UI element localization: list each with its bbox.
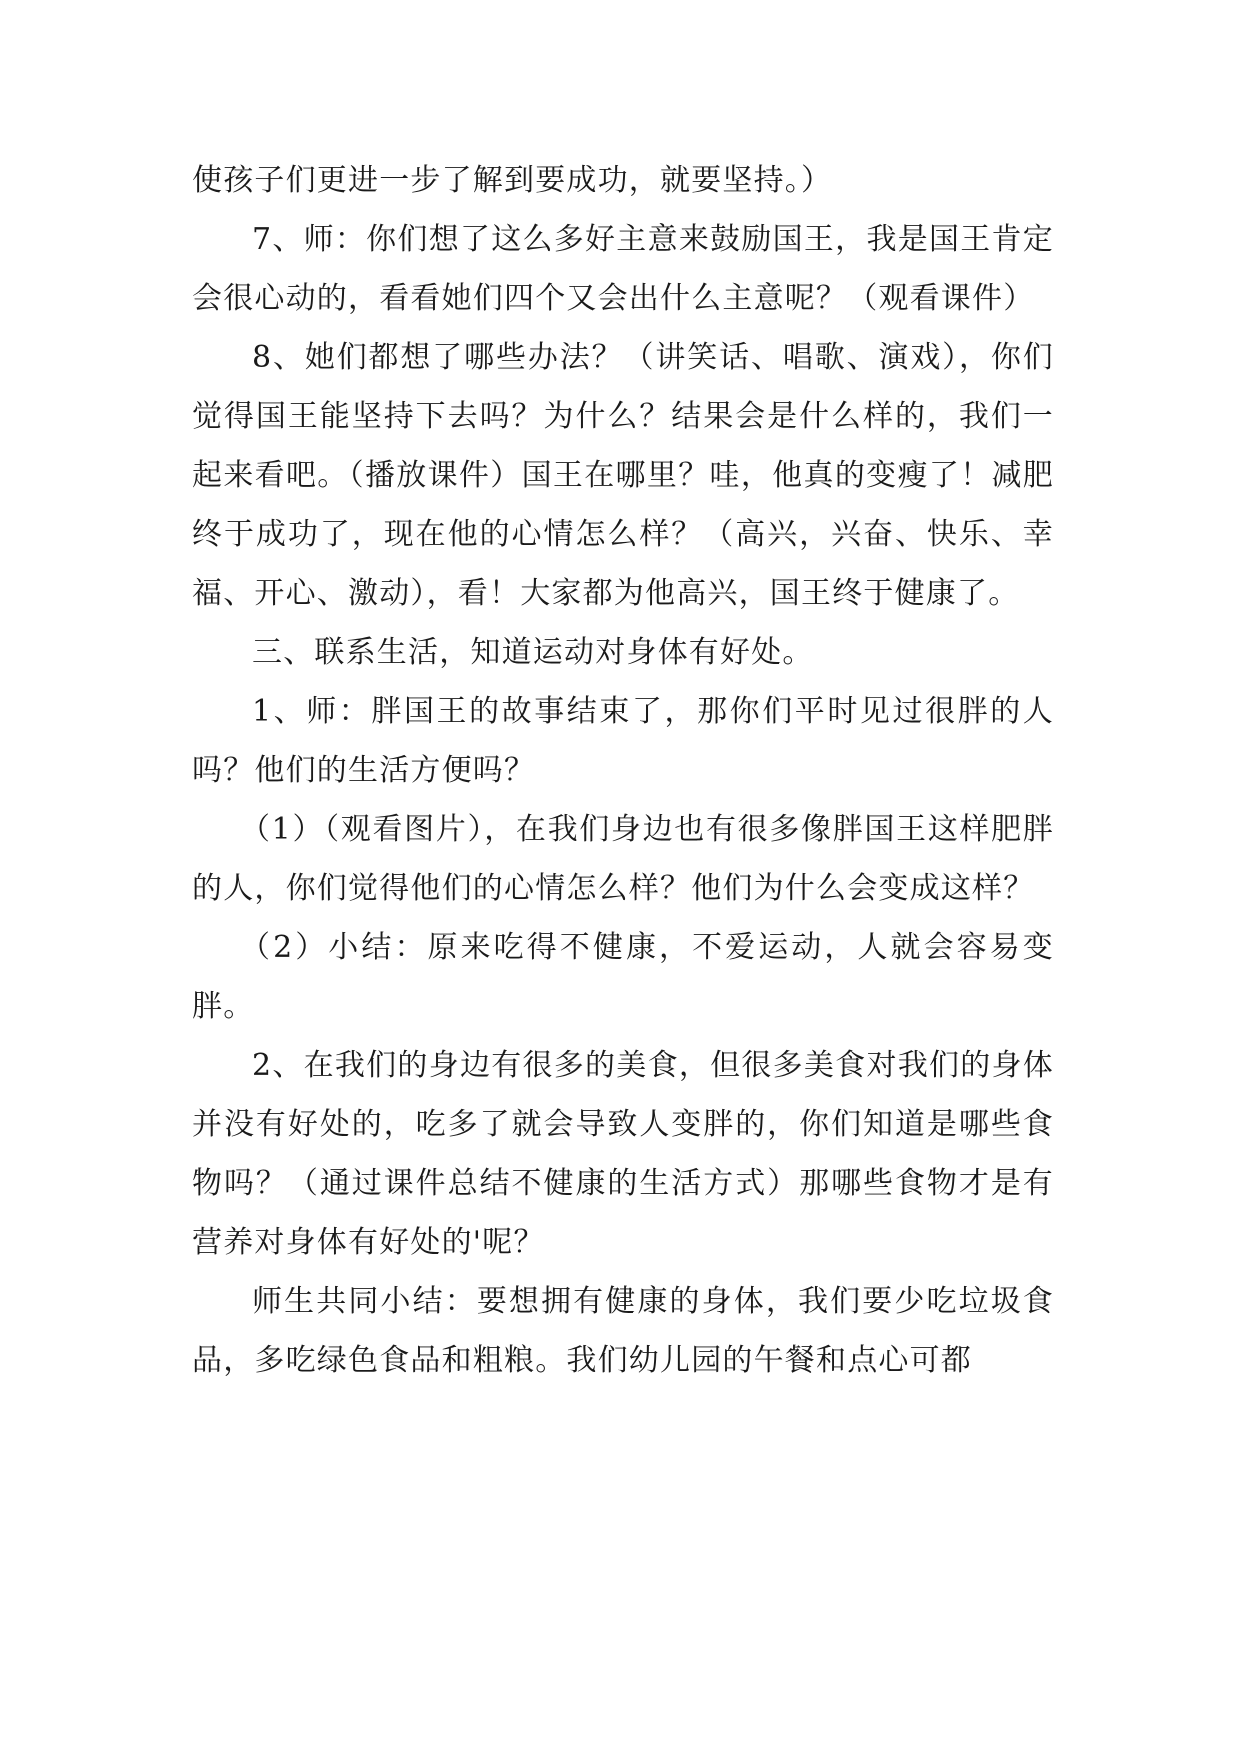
paragraph-substep-1: （1）（观看图片），在我们身边也有很多像胖国王这样肥胖的人，你们觉得他们的心情怎么样？他们为什么会变成这样？: [192, 812, 1054, 906]
paragraph-step-8: 8、她们都想了哪些办法？（讲笑话、唱歌、演戏），你们觉得国王能坚持下去吗？为什么？结果会是什么样的，我们一起来看吧。（播放课件）国王在哪里？哇，他真的变瘦了！减肥终于成功了，现在他的心情怎么样？（高兴，兴奋、快乐、幸福、开心、激动），看！大家都为他高兴，国王终于健康了。: [192, 340, 1054, 611]
paragraph-step-2: 2、在我们的身边有很多的美食，但很多美食对我们的身体并没有好处的，吃多了就会导致人变胖的，你们知道是哪些食物吗？（通过课件总结不健康的生活方式）那哪些食物才是有营养对身体有好处的'呢？: [192, 1048, 1054, 1260]
paragraph-step-7: 7、师：你们想了这么多好主意来鼓励国王，我是国王肯定会很心动的，看看她们四个又会出什么主意呢？（观看课件）: [192, 222, 1054, 316]
paragraph-summary: 师生共同小结：要想拥有健康的身体，我们要少吃垃圾食品，多吃绿色食品和粗粮。我们幼儿园的午餐和点心可都: [192, 1284, 1054, 1378]
paragraph-step-1: 1、师：胖国王的故事结束了，那你们平时见过很胖的人吗？他们的生活方便吗？: [192, 694, 1054, 788]
document-page: [192, 151, 1054, 1390]
paragraph-substep-2: （2）小结：原来吃得不健康，不爱运动，人就会容易变胖。: [192, 930, 1054, 1024]
section-heading-3: 三、联系生活，知道运动对身体有好处。: [252, 635, 814, 670]
paragraph-continuation: 使孩子们更进一步了解到要成功，就要坚持。）: [192, 163, 833, 198]
